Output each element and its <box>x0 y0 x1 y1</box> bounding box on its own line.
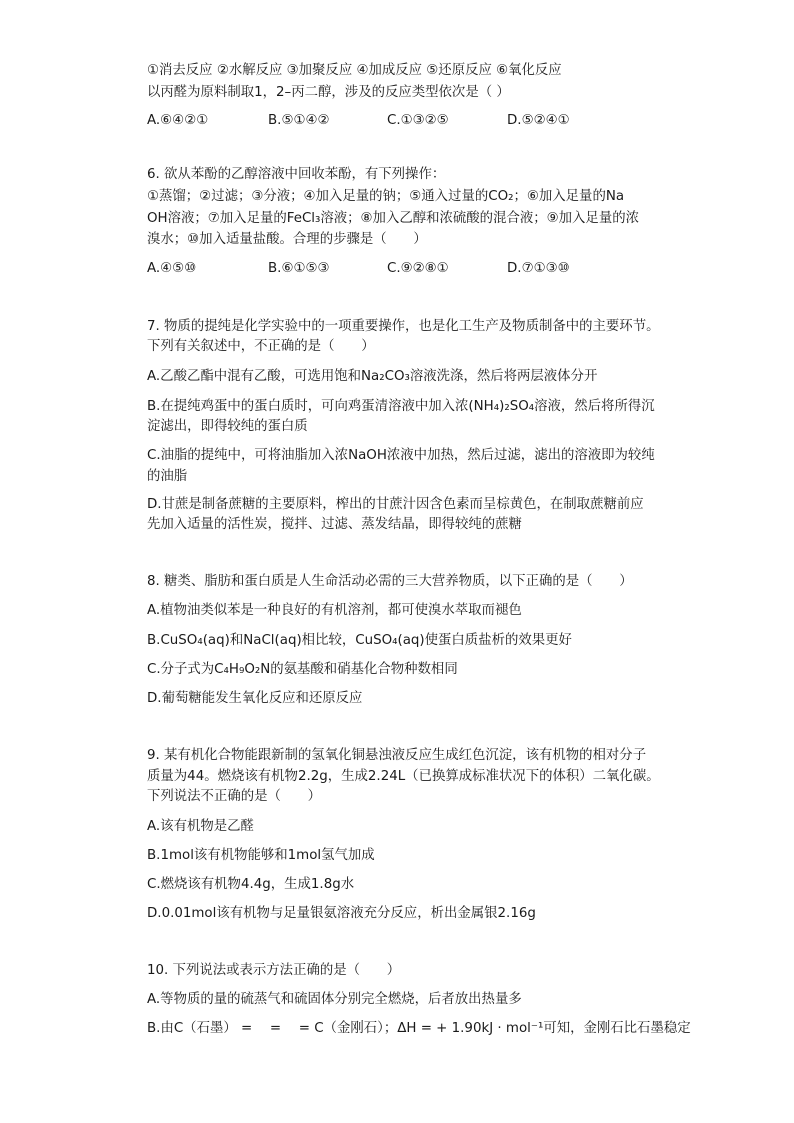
question-8-stem: 8. 糖类、脂肪和蛋白质是人生命活动必需的三大营养物质，以下正确的是（ ） <box>147 574 633 589</box>
question-9-option-c: C.燃烧该有机物4.4g，生成1.8g水 <box>147 877 355 892</box>
reaction-types-list: ①消去反应 ②水解反应 ③加聚反应 ④加成反应 ⑤还原反应 ⑥氧化反应 <box>147 63 562 78</box>
question-10-stem: 10. 下列说法或表示方法正确的是（ ） <box>147 963 401 978</box>
option-a: A.⑥④②① <box>147 113 209 128</box>
question-8-option-c: C.分子式为C₄H₉O₂N的氨基酸和硝基化合物种数相同 <box>147 662 458 677</box>
question-6-stem-line: ①蒸馏；②过滤；③分液；④加入足量的钠；⑤通入过量的CO₂；⑥加入足量的Na <box>147 189 625 204</box>
question-7-option-d-cont: 先加入适量的活性炭，搅拌、过滤、蒸发结晶，即得较纯的蔗糖 <box>147 517 522 532</box>
question-7-option-d: D.甘蔗是制备蔗糖的主要原料，榨出的甘蔗汁因含色素而呈棕黄色，在制取蔗糖前应 <box>147 497 644 512</box>
question-7-option-c: C.油脂的提纯中，可将油脂加入浓NaOH浓液中加热，然后过滤，滤出的溶液即为较纯 <box>147 448 655 463</box>
question-7-option-a: A.乙酸乙酯中混有乙酸，可选用饱和Na₂CO₃溶液洗涤，然后将两层液体分开 <box>147 369 598 384</box>
option-c: C.⑨②⑧① <box>387 261 449 276</box>
question-9-option-a: A.该有机物是乙醛 <box>147 819 254 834</box>
question-10-option-b: B.由C（石墨） = = = C（金刚石）；ΔH = + 1.90kJ · mol⁻¹可知，金刚石比石墨稳定 <box>147 1021 691 1036</box>
option-d: D.⑤②④① <box>507 113 570 128</box>
option-c: C.①③②⑤ <box>387 113 449 128</box>
option-d: D.⑦①③⑩ <box>507 261 570 276</box>
question-8-option-a: A.植物油类似苯是一种良好的有机溶剂，都可使溴水萃取而褪色 <box>147 603 522 618</box>
question-7-stem-line: 下列有关叙述中，不正确的是（ ） <box>147 339 375 354</box>
question-5-stem: 以丙醛为原料制取1，2–丙二醇，涉及的反应类型依次是（ ） <box>147 85 510 100</box>
question-7-option-b-cont: 淀滤出，即得较纯的蛋白质 <box>147 419 308 434</box>
question-6-stem-line: 6. 欲从苯酚的乙醇溶液中回收苯酚，有下列操作： <box>147 167 446 182</box>
question-7-option-c-cont: 的油脂 <box>147 469 188 484</box>
question-8-option-b: B.CuSO₄(aq)和NaCl(aq)相比较，CuSO₄(aq)使蛋白质盐析的效果更好 <box>147 633 572 648</box>
option-b: B.⑤①④② <box>268 113 330 128</box>
option-b: B.⑥①⑤③ <box>268 261 330 276</box>
question-8-option-d: D.葡萄糖能发生氧化反应和还原反应 <box>147 691 363 706</box>
question-9-stem-line: 质量为44。燃烧该有机物2.2g，生成2.24L（已换算成标准状况下的体积）二氧化碳。 <box>147 769 660 784</box>
question-9-option-b: B.1mol该有机物能够和1mol氢气加成 <box>147 848 375 863</box>
question-9-stem-line: 下列说法不正确的是（ ） <box>147 789 322 804</box>
question-6-stem-line: OH溶液；⑦加入足量的FeCl₃溶液；⑧加入乙醇和浓硫酸的混合液；⑨加入足量的浓 <box>147 211 639 226</box>
question-9-option-d: D.0.01mol该有机物与足量银氨溶液充分反应，析出金属银2.16g <box>147 906 536 921</box>
question-6-options <box>147 260 707 278</box>
question-5-options <box>147 112 707 130</box>
question-9-stem-line: 9. 某有机化合物能跟新制的氢氧化铜悬浊液反应生成红色沉淀，该有机物的相对分子 <box>147 748 647 763</box>
option-a: A.④⑤⑩ <box>147 261 197 276</box>
question-6-stem-line: 溴水；⑩加入适量盐酸。合理的步骤是（ ） <box>147 232 427 247</box>
question-7-stem-line: 7. 物质的提纯是化学实验中的一项重要操作，也是化工生产及物质制备中的主要环节。 <box>147 319 660 334</box>
question-7-option-b: B.在提纯鸡蛋中的蛋白质时，可向鸡蛋清溶液中加入浓(NH₄)₂SO₄溶液，然后将所得沉 <box>147 399 655 414</box>
question-10-option-a: A.等物质的量的硫蒸气和硫固体分别完全燃烧，后者放出热量多 <box>147 992 522 1007</box>
